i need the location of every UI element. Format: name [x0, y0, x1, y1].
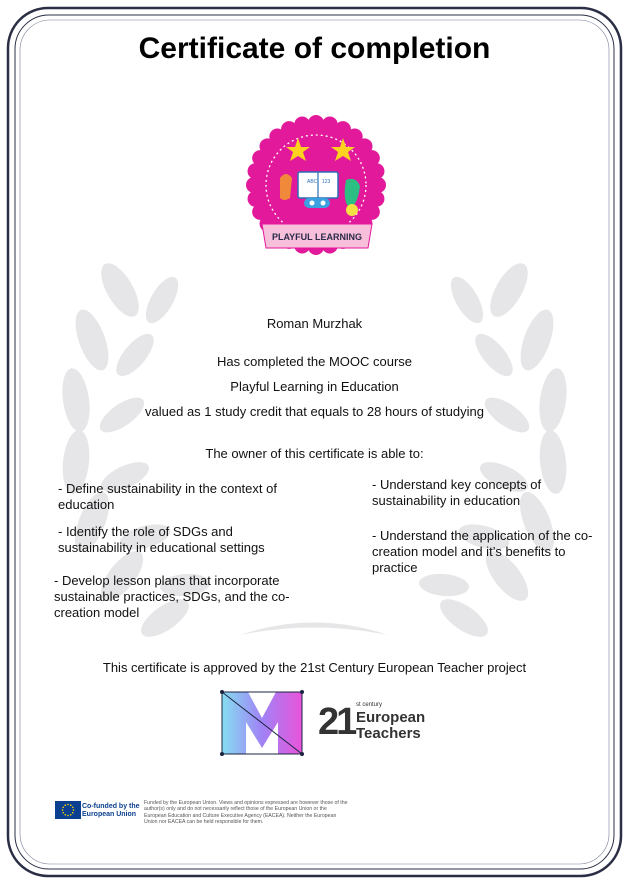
- completion-statement: Has completed the MOOC course: [216, 354, 413, 369]
- eu-flag-icon: [55, 801, 81, 819]
- badge-label: PLAYFUL LEARNING: [271, 232, 363, 242]
- ability-item: - Understand the application of the co-creation model and it’s benefits to practice: [372, 528, 593, 575]
- ability-item: - Identify the role of SDGs and sustainability in educational settings: [58, 524, 265, 555]
- playful-learning-badge: [228, 100, 403, 275]
- course-name: Playful Learning in Education: [230, 379, 399, 394]
- logo-superscript: st century: [356, 702, 383, 708]
- ability-item: - Develop lesson plans that incorporate sustainable practices, SDGs, and the co-creation model: [54, 573, 290, 620]
- credit-statement: valued as 1 study credit that equals to 28 hours of studying: [145, 404, 484, 419]
- svg-text:123: 123: [322, 179, 331, 185]
- certificate-title: Certificate of completion: [138, 32, 491, 65]
- logo-number: 21: [318, 701, 355, 743]
- approval-statement: This certificate is approved by the 21st Century European Teacher project: [102, 660, 527, 675]
- m-logo: [218, 688, 306, 758]
- svg-text:ABC: ABC: [307, 179, 318, 185]
- logo-line1: European: [356, 709, 426, 726]
- ability-item: - Understand key concepts of sustainability in education: [372, 477, 542, 508]
- recipient-name: Roman Murzhak: [266, 316, 363, 331]
- logo-line2: Teachers: [356, 725, 421, 742]
- abilities-intro: The owner of this certificate is able to:: [205, 446, 424, 461]
- eu-cofunded-label: Co-funded by the European Union: [82, 803, 140, 818]
- ability-item: - Define sustainability in the context of education: [58, 481, 277, 512]
- funding-disclaimer: Funded by the European Union. Views and opinions expressed are however those of the author(s) only and do not necessarily reflect those of the European Union or the European Education and Culture Executive Agency (EACEA). Neither the European Union nor EACEA can be held responsible for them.: [144, 800, 348, 826]
